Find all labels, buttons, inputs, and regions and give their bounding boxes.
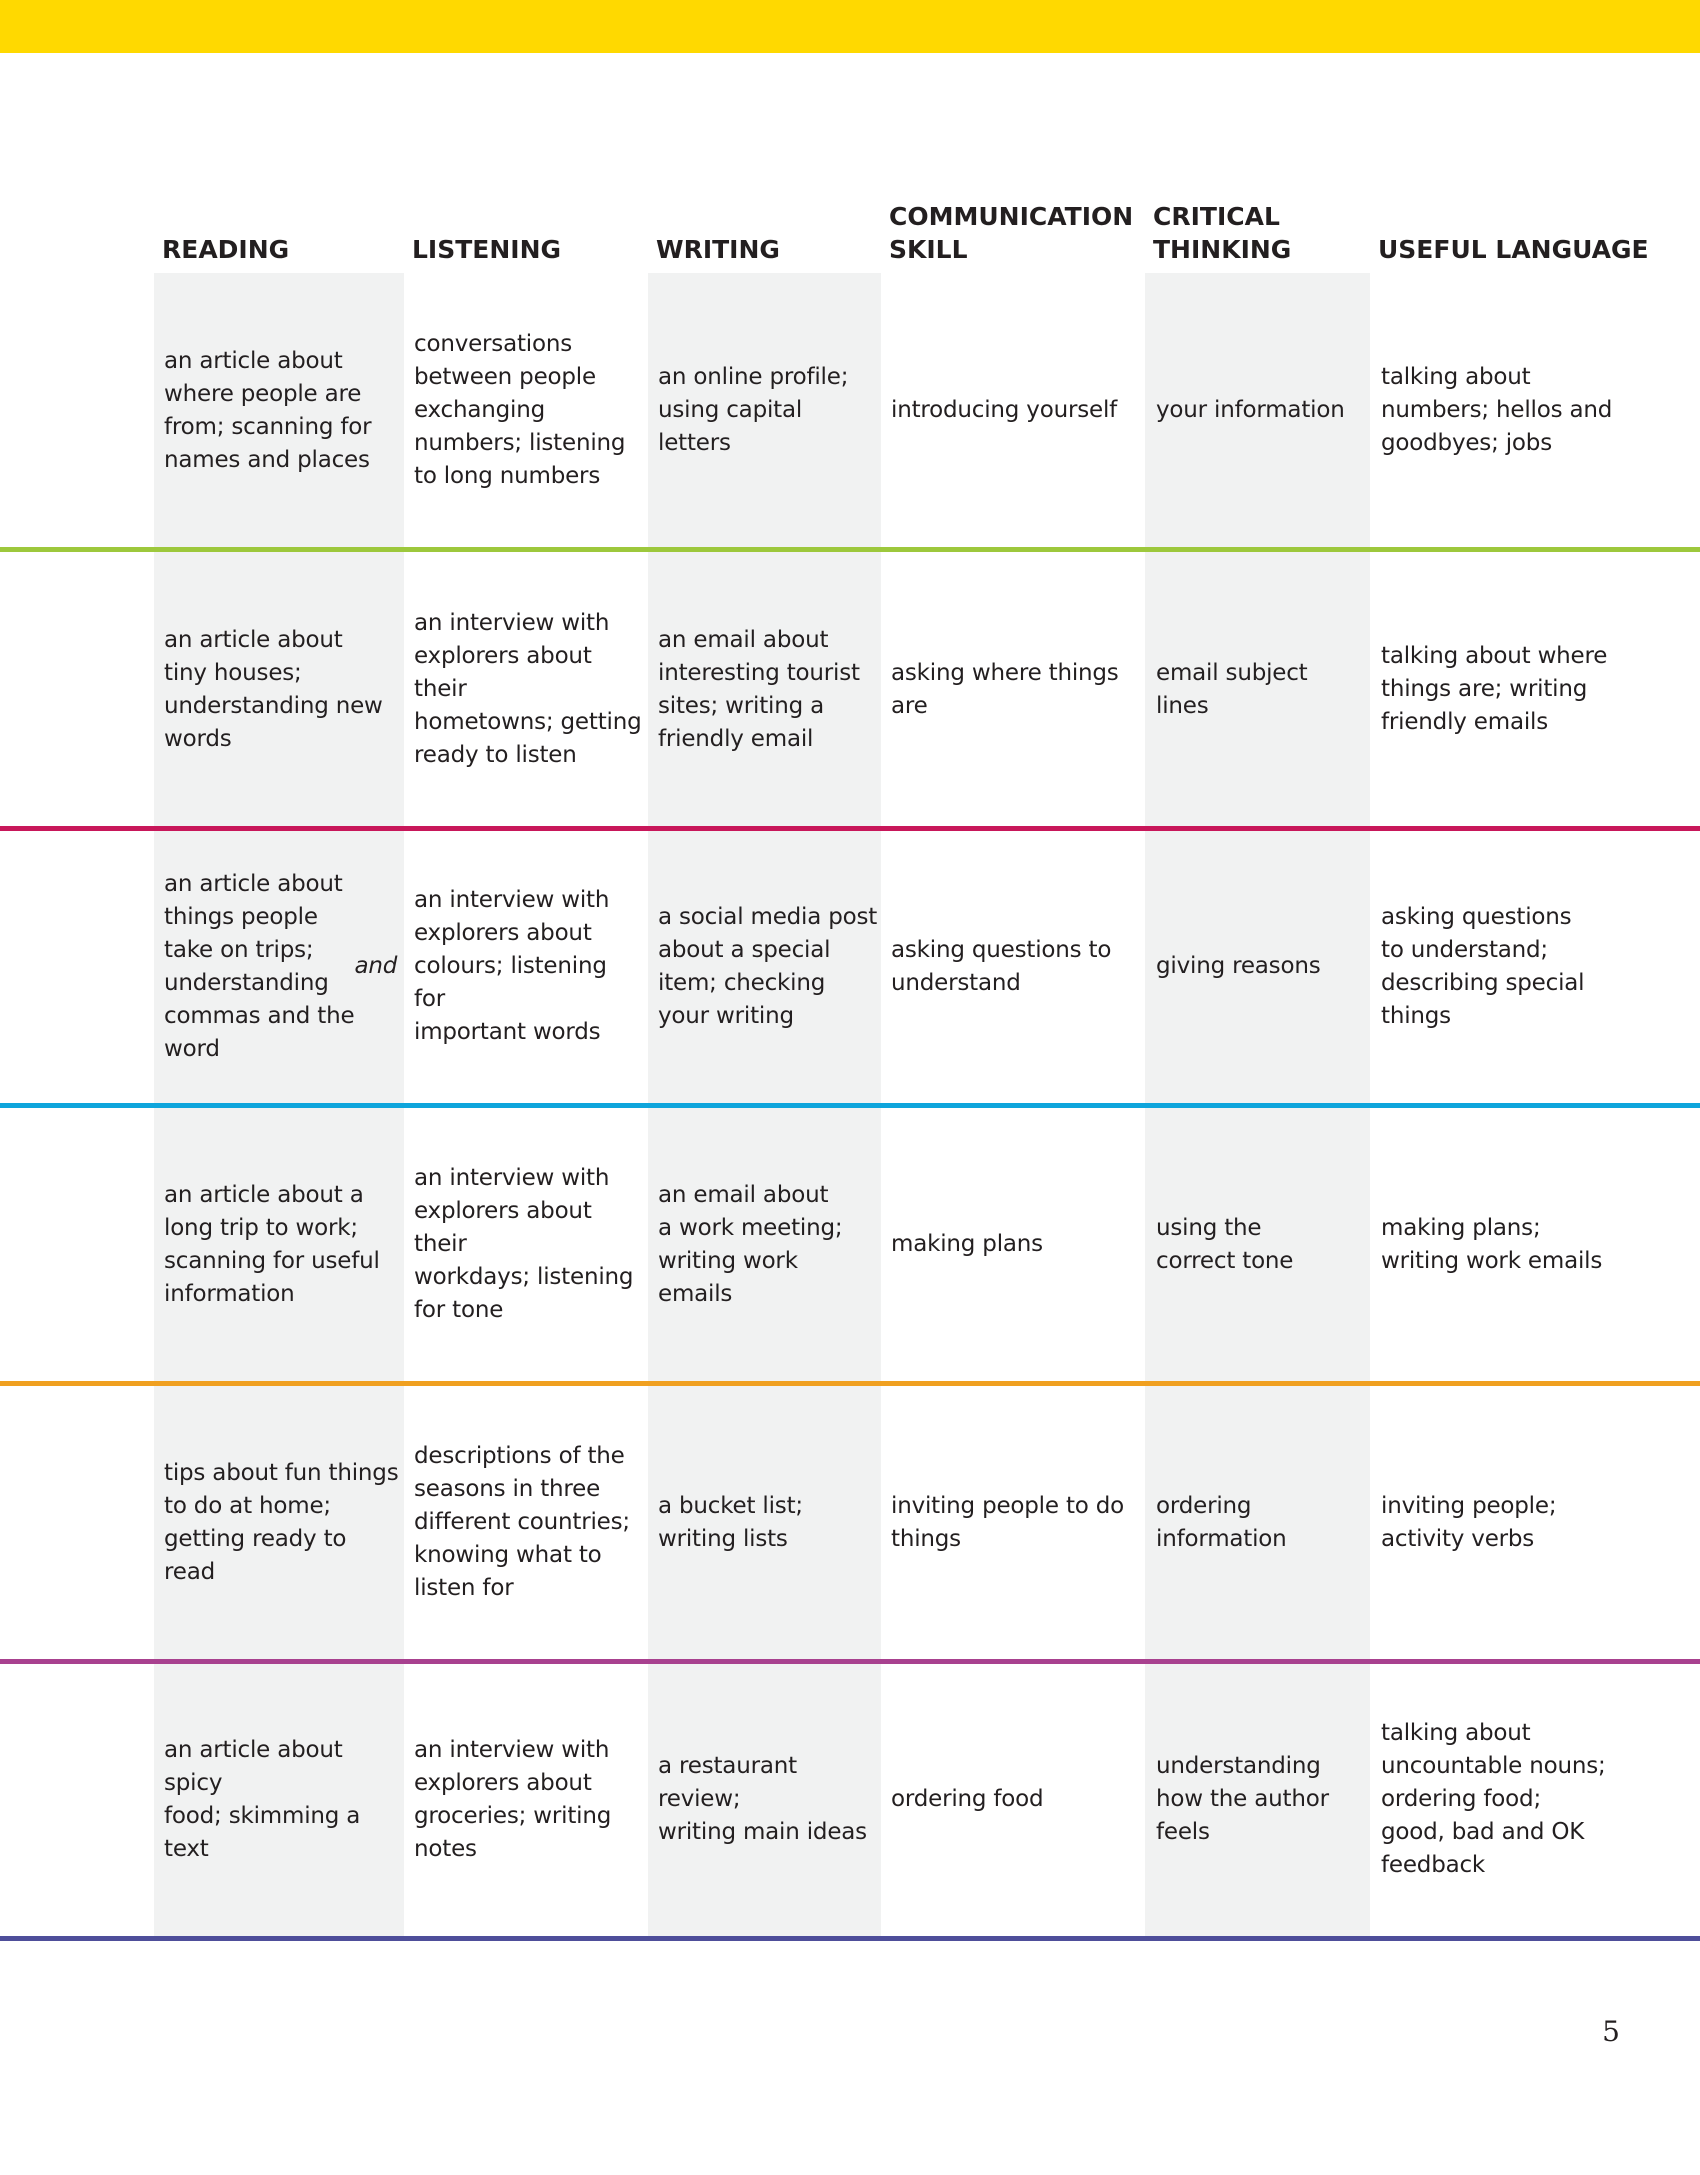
header-reading: READING [162, 235, 290, 264]
table-cell: asking questions to understand [891, 936, 1112, 996]
table-cell: an article about tiny houses; understanding new words [164, 626, 383, 752]
header-writing: WRITING [656, 235, 780, 264]
top-color-band [0, 0, 1700, 53]
table-cell: an article about where people are from; scanning for names and places [164, 347, 372, 473]
table-cell: an article about spicy food; skimming a text [164, 1736, 361, 1862]
table-cell: talking about where things are; writing friendly emails [1381, 643, 1608, 735]
table-cell: talking about numbers; hellos and goodbyes; jobs [1381, 364, 1613, 456]
header-useful-language: USEFUL LANGUAGE [1378, 235, 1649, 264]
table-cell: ordering food [891, 1786, 1044, 1812]
page-number: 5 [1602, 2015, 1620, 2048]
header-critical-thinking: CRITICAL THINKING [1153, 202, 1292, 264]
table-cell: an article about things people take on trips; understanding commas and the word and [164, 870, 398, 1062]
table-cell: an email about interesting tourist sites; writing a friendly email [658, 626, 860, 752]
table-row [0, 1385, 1700, 1660]
table-cell: descriptions of the seasons in three different countries; knowing what to listen for [414, 1443, 630, 1601]
table-cell: an email about a work meeting; writing work emails [658, 1181, 843, 1307]
table-row [0, 273, 1700, 548]
table-row [0, 552, 1700, 827]
table-cell: email subject lines [1156, 659, 1308, 719]
table-cell: your information [1156, 397, 1345, 423]
table-cell: an interview with explorers about their workdays; listening for tone [414, 1165, 634, 1323]
row-divider-rule [0, 1936, 1700, 1941]
header-listening: LISTENING [412, 235, 562, 264]
table-row [0, 1107, 1700, 1382]
table-cell: a bucket list; writing lists [658, 1492, 803, 1552]
table-cell: introducing yourself [891, 397, 1118, 423]
table-cell: a social media post about a special item; checking your writing [658, 903, 878, 1029]
table-cell: an online profile; using capital letters [658, 364, 849, 456]
table-cell: an interview with explorers about colours; listening for important words [414, 887, 610, 1045]
table-cell: asking questions to understand; describing special things [1381, 903, 1585, 1029]
table-cell: talking about uncountable nouns; ordering food; good, bad and OK feedback [1381, 1720, 1606, 1878]
emphasis-word: and [354, 953, 398, 979]
table-row [0, 1662, 1700, 1937]
table-cell: conversations between people exchanging numbers; listening to long numbers [414, 331, 626, 489]
table-cell: making plans [891, 1231, 1043, 1257]
header-communication-skill: COMMUNICATION SKILL [889, 202, 1134, 264]
table-row [0, 829, 1700, 1104]
table-cell: asking where things are [891, 659, 1119, 719]
table-cell: giving reasons [1156, 953, 1321, 979]
table-cell: ordering information [1156, 1492, 1287, 1552]
table-cell: an article about a long trip to work; scanning for useful information [164, 1181, 380, 1307]
table-cell: inviting people to do things [891, 1492, 1125, 1552]
table-cell: understanding how the author feels [1156, 1753, 1329, 1845]
table-cell: a restaurant review; writing main ideas [658, 1753, 867, 1845]
table-cell: making plans; writing work emails [1381, 1214, 1603, 1274]
table-cell: using the correct tone [1156, 1214, 1294, 1274]
table-cell: tips about fun things to do at home; getting ready to read [164, 1459, 399, 1585]
table-cell: an interview with explorers about their hometowns; getting ready to listen [414, 610, 642, 768]
table-cell: an interview with explorers about groceries; writing notes [414, 1736, 612, 1862]
table-cell: inviting people; activity verbs [1381, 1492, 1557, 1552]
